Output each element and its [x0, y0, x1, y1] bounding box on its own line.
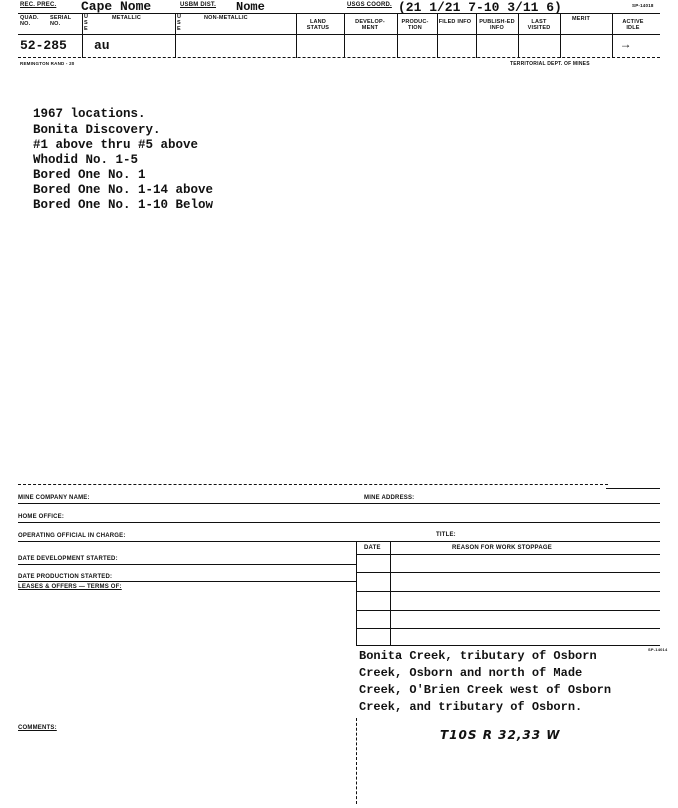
- usbm-dist-label: USBM DIST.: [180, 2, 217, 8]
- table-date-divider: [390, 541, 391, 645]
- comments-divider: [356, 718, 357, 804]
- handwritten-township: T10S R 32,33 W: [440, 728, 561, 742]
- location-line-3: Creek, O'Brien Creek west of Osborn: [359, 683, 612, 697]
- col-production: PRODUC-TION: [401, 19, 429, 31]
- footer-small-left: REMINGTON RAND - 20: [20, 61, 75, 66]
- col-serial-no: SERIAL NO.: [50, 15, 72, 27]
- v-div-4: [344, 14, 345, 58]
- note-line-7: Bored One No. 1-10 Below: [33, 198, 214, 212]
- reason-col-header: REASON FOR WORK STOPPAGE: [452, 545, 552, 551]
- location-line-4: Creek, and tributary of Osborn.: [359, 700, 583, 714]
- v-div-2: [175, 14, 176, 58]
- col-land-status: LAND STATUS: [306, 19, 330, 31]
- record-line: [18, 57, 660, 58]
- table-row-line-4: [356, 628, 660, 629]
- note-line-1: 1967 locations.: [33, 107, 146, 121]
- usbm-dist-value: Nome: [236, 0, 265, 14]
- footer-small-right: TERRITORIAL DEPT. OF MINES: [510, 61, 590, 67]
- v-div-9: [560, 14, 561, 58]
- col-merit: MERIT: [572, 16, 591, 22]
- col-use-1: U S E: [84, 14, 89, 32]
- active-mark: →: [622, 38, 630, 52]
- v-div-6: [437, 14, 438, 58]
- line-prod-started: [18, 581, 356, 582]
- note-line-3: #1 above thru #5 above: [33, 138, 199, 152]
- note-line-6: Bored One No. 1-14 above: [33, 183, 214, 197]
- mine-company-name-label: MINE COMPANY NAME:: [18, 495, 90, 501]
- title-label: TITLE:: [436, 532, 456, 538]
- quad-serial-value: 52-285: [20, 38, 67, 53]
- v-div-3: [296, 14, 297, 58]
- table-row-line-3: [356, 610, 660, 611]
- date-development-label: DATE DEVELOPMENT STARTED:: [18, 556, 118, 562]
- table-row-line-1: [356, 572, 660, 573]
- v-div-7: [476, 14, 477, 58]
- v-div-10: [612, 14, 613, 58]
- note-line-5: Bored One No. 1: [33, 168, 146, 182]
- form-number-top: SP-14018: [632, 3, 654, 8]
- col-development: DEVELOP-MENT: [355, 19, 385, 31]
- form-number-bottom: SP-14014: [648, 647, 668, 652]
- col-published-info: PUBLISH-ED INFO: [479, 19, 515, 31]
- v-div-8: [518, 14, 519, 58]
- col-last-visited: LAST VISITED: [527, 19, 551, 31]
- leases-label: LEASES & OFFERS — TERMS OF:: [18, 584, 122, 590]
- table-left-border: [356, 541, 357, 645]
- operating-official-label: OPERATING OFFICIAL IN CHARGE:: [18, 533, 126, 539]
- note-line-4: Whodid No. 1-5: [33, 153, 139, 167]
- v-div-5: [397, 14, 398, 58]
- back-form-top-line: [18, 484, 608, 485]
- col-use-2: U S E: [177, 14, 182, 32]
- line-dev-started: [18, 564, 356, 565]
- table-row-line-5: [356, 645, 660, 646]
- line-operating: [18, 541, 660, 542]
- col-filed-info: FILED INFO: [438, 19, 472, 25]
- usgs-coord-value: (21 1/21 7-10 3/11 6): [398, 0, 562, 15]
- usgs-coord-label: USGS COORD.: [347, 2, 392, 8]
- table-row-line-2: [356, 591, 660, 592]
- date-production-label: DATE PRODUCTION STARTED:: [18, 574, 113, 580]
- note-line-2: Bonita Discovery.: [33, 123, 161, 137]
- comments-label: COMMENTS:: [18, 725, 57, 731]
- header-line-2: [18, 34, 660, 35]
- mine-address-label: MINE ADDRESS:: [364, 495, 415, 501]
- header-line-1: [18, 13, 660, 14]
- col-metallic: METALLIC: [112, 15, 141, 21]
- rec-prec-value: Cape Nome: [81, 0, 152, 14]
- back-form-curve: [606, 488, 660, 489]
- rec-prec-label: REC. PREC.: [20, 2, 57, 8]
- col-quad-no: QUAD. NO.: [20, 15, 39, 27]
- metallic-value: au: [94, 38, 110, 53]
- line-home-office: [18, 522, 660, 523]
- col-active-idle: ACTIVE IDLE: [622, 19, 644, 31]
- location-line-2: Creek, Osborn and north of Made: [359, 666, 583, 680]
- line-company: [18, 503, 660, 504]
- col-non-metallic: NON-METALLIC: [204, 15, 248, 21]
- home-office-label: HOME OFFICE:: [18, 514, 65, 520]
- location-line-1: Bonita Creek, tributary of Osborn: [359, 649, 597, 663]
- table-header-line: [356, 554, 660, 555]
- v-div-1: [82, 14, 83, 58]
- date-col-header: DATE: [364, 545, 381, 551]
